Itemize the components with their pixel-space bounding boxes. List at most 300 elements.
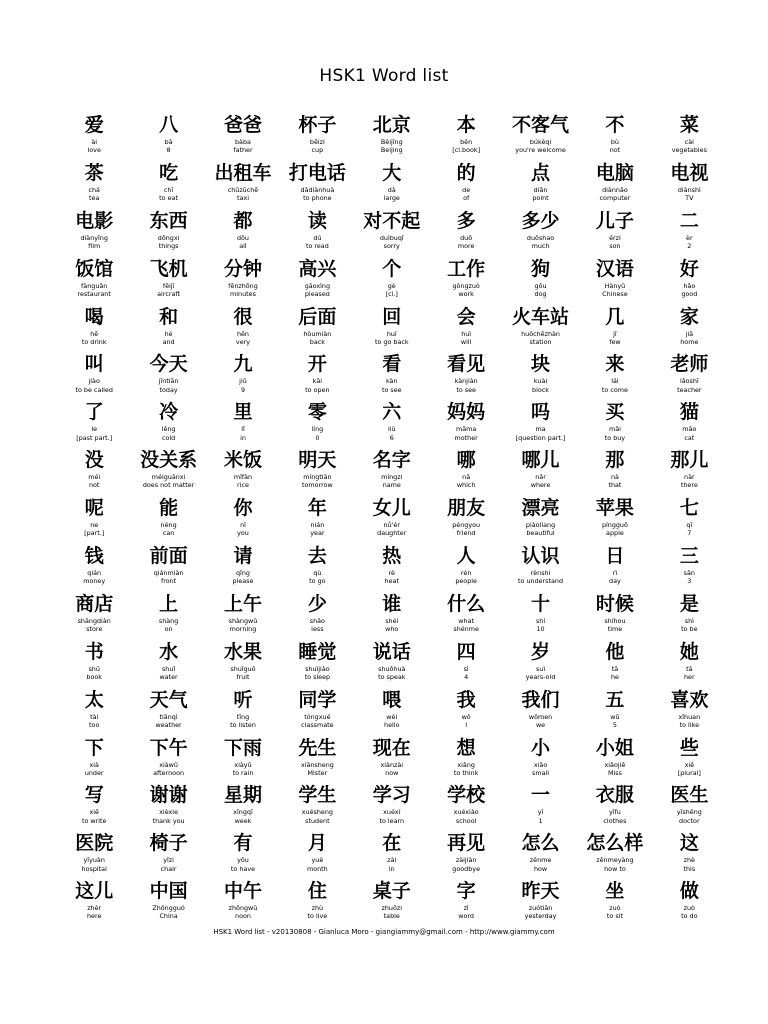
word-pinyin: kàn [385,377,398,386]
word-hanzi: 时候 [595,592,634,615]
word-pinyin: búkèqi [529,138,552,146]
word-hanzi: 后面 [298,305,337,328]
word-entry [355,256,429,304]
word-pinyin: rì [612,569,618,578]
word-hanzi: 七 [679,497,699,520]
word-hanzi: 少 [307,592,327,615]
word-entry [652,687,726,735]
word-hanzi: 日 [605,545,625,568]
word-english: hello [384,720,400,729]
word-english: afternoon [153,768,185,777]
word-english: where [530,481,551,490]
word-hanzi: 回 [382,305,402,328]
word-hanzi: 冷 [159,401,179,424]
word-entry [280,351,354,399]
word-pinyin: māma [456,425,477,434]
word-english: word [458,912,474,921]
word-hanzi: 汉语 [595,257,634,280]
word-entry [131,735,205,783]
word-english: 6 [389,433,394,442]
word-english: who [385,625,399,634]
word-hanzi: 一 [531,784,551,807]
word-hanzi: 点 [531,161,551,184]
word-hanzi: 几 [605,305,625,328]
word-english: money [83,577,106,586]
word-pinyin: liù [387,425,396,434]
word-pinyin: kāi [312,377,323,386]
word-english: fruit [236,673,250,681]
word-english: to listen [230,720,256,729]
word-pinyin: gè [387,281,396,290]
word-pinyin: zhù [311,904,324,913]
word-english: father [233,146,253,155]
word-hanzi: 先生 [298,736,337,759]
word-pinyin: jīntiān [158,377,179,386]
word-english: son [609,241,621,250]
word-entry [652,399,726,447]
word-entry [355,447,429,495]
word-entry [57,304,131,352]
word-hanzi: 会 [456,305,476,328]
word-pinyin: tā [686,664,693,673]
word-pinyin: líng [311,425,324,434]
word-entry [578,543,652,591]
word-english: table [383,912,400,921]
word-entry [131,543,205,591]
word-hanzi: 没 [84,449,104,472]
word-hanzi: 哪 [456,449,476,472]
word-hanzi: 和 [159,305,179,328]
word-pinyin: shǎo [309,616,325,625]
word-english: all [239,241,247,250]
word-entry [280,878,354,926]
word-hanzi: 狗 [531,257,551,280]
word-pinyin: chūzūchē [227,185,259,194]
word-hanzi: 衣服 [595,784,634,807]
word-entry [206,351,280,399]
word-english: school [455,816,477,825]
word-pinyin: néng [160,521,177,530]
word-pinyin: Hànyǔ [604,281,626,290]
word-entry [280,160,354,208]
word-pinyin: māo [682,425,697,434]
word-entry [57,208,131,256]
word-entry [206,256,280,304]
word-english: not [88,481,100,490]
word-pinyin: shuōhuà [378,664,406,673]
word-english: 10 [536,625,545,634]
word-english: tea [89,194,100,203]
word-english: friend [456,529,476,538]
word-entry [503,495,577,543]
word-pinyin: le [91,425,98,434]
word-hanzi: 妈妈 [447,401,486,424]
word-pinyin: yǒu [237,856,249,865]
word-hanzi: 听 [233,688,253,711]
word-pinyin: jiào [88,377,100,386]
word-entry [131,447,205,495]
word-english: Mister [307,768,328,777]
word-hanzi: 天气 [149,688,188,711]
word-english: Chinese [602,289,628,298]
word-hanzi: 看见 [447,353,486,376]
word-english: week [234,816,252,825]
word-entry [578,304,652,352]
word-english: to read [305,241,329,250]
word-entry [652,735,726,783]
word-entry [503,543,577,591]
word-english: to be called [75,385,113,394]
word-hanzi: 去 [307,545,327,568]
word-english: minutes [230,289,256,298]
word-pinyin: shàng [158,616,179,625]
word-english: sorry [383,241,400,250]
word-pinyin: míngzi [381,473,403,482]
word-hanzi: 高兴 [298,257,337,280]
word-pinyin: shàngwǔ [228,616,258,625]
word-english: China [159,912,178,921]
word-entry [131,495,205,543]
word-english: teacher [677,385,702,394]
word-hanzi: 火车站 [512,305,570,328]
word-pinyin: diànyǐng [80,233,108,242]
word-pinyin: yīshēng [676,808,702,817]
word-pinyin: zhuōzi [381,904,402,913]
word-entry [652,160,726,208]
word-english: goodbye [452,864,480,873]
word-hanzi: 医院 [75,832,114,855]
word-hanzi: 前面 [149,545,188,568]
word-pinyin: xiě [89,808,99,817]
word-english: 1 [538,816,543,825]
word-entry [652,830,726,878]
word-entry [57,160,131,208]
word-hanzi: 都 [233,209,253,232]
word-entry [131,591,205,639]
word-english: on [164,625,173,634]
word-english: shénme [453,625,479,634]
word-entry [131,208,205,256]
word-pinyin: yīfu [609,808,621,817]
word-hanzi: 我 [456,688,476,711]
word-entry [131,830,205,878]
word-english: in [240,433,246,442]
word-hanzi: 里 [233,401,253,424]
word-hanzi: 人 [456,545,476,568]
word-entry [355,735,429,783]
word-pinyin: qù [313,569,322,578]
word-entry [652,112,726,160]
word-hanzi: 呢 [84,497,104,520]
word-english: very [235,337,251,346]
word-hanzi: 三 [679,545,699,568]
word-english: large [383,194,400,203]
word-hanzi: 椅子 [149,832,188,855]
word-hanzi: 四 [456,640,476,663]
word-english: name [382,481,401,490]
word-pinyin: yīyuàn [83,856,105,865]
word-entry [652,591,726,639]
word-english: of [463,194,470,203]
word-hanzi: 爱 [84,114,104,136]
word-entry [57,447,131,495]
word-english: few [609,337,621,346]
word-entry [578,639,652,687]
word-hanzi: 请 [233,545,253,568]
word-entry [652,495,726,543]
word-pinyin: dōngxi [157,233,180,242]
word-english: 2 [687,241,692,250]
word-entry [503,735,577,783]
word-pinyin: zuótiān [528,904,553,913]
word-english: good [681,289,698,298]
word-hanzi: 明天 [298,449,337,472]
word-entry [280,543,354,591]
word-pinyin: sì [463,664,469,673]
word-pinyin: sān [683,569,695,578]
word-english: under [84,768,104,777]
word-english: to open [305,385,330,394]
word-hanzi: 昨天 [521,880,560,903]
word-entry [578,351,652,399]
word-english: year [310,529,325,538]
word-english: Miss [607,768,622,777]
word-hanzi: 太 [84,688,104,711]
word-pinyin: what [458,616,474,625]
word-entry [131,878,205,926]
word-english: month [306,864,328,873]
word-hanzi: 谁 [382,592,402,615]
word-entry [206,447,280,495]
word-english: store [86,625,103,634]
word-pinyin: shéi [385,616,399,625]
word-entry [131,687,205,735]
word-english: small [532,768,550,777]
word-hanzi: 同学 [298,688,337,711]
word-english: time [607,625,623,634]
word-pinyin: xiànzài [380,760,404,769]
word-english: this [683,864,696,873]
word-entry [578,256,652,304]
word-pinyin: fànguǎn [81,281,108,290]
word-hanzi: 饭馆 [75,257,114,280]
word-entry [578,447,652,495]
word-english: does not matter [142,481,195,490]
word-entry [355,830,429,878]
word-hanzi: 多 [456,209,476,232]
word-hanzi: 学生 [298,784,337,807]
word-entry [429,782,503,830]
word-pinyin: nǚ'ér [383,521,400,530]
word-english: film [88,241,101,250]
word-pinyin: yǐzi [163,856,174,865]
word-hanzi: 那 [605,449,625,472]
word-hanzi: 米饭 [223,449,262,472]
word-entry [280,256,354,304]
word-pinyin: nǎ [462,473,471,482]
word-english: how [533,864,548,873]
word-hanzi: 商店 [75,592,114,615]
word-hanzi: 中国 [149,880,188,903]
word-english: will [460,337,472,346]
word-entry [280,495,354,543]
word-entry [131,639,205,687]
word-pinyin: lěng [161,425,176,434]
word-hanzi: 多少 [521,209,560,232]
word-pinyin: mǎi [608,425,621,434]
word-entry [578,160,652,208]
word-english: water [159,673,178,681]
word-pinyin: dà [387,185,396,194]
word-hanzi: 住 [307,880,327,903]
word-entry [355,351,429,399]
word-pinyin: nà [610,473,619,482]
word-pinyin: zài [387,856,397,865]
word-entry [429,351,503,399]
word-hanzi: 怎么样 [586,832,644,855]
word-hanzi: 写 [84,784,104,807]
word-entry [503,782,577,830]
word-english: to be [681,625,698,634]
word-hanzi: 大 [382,161,402,184]
word-english: [past part.] [76,433,113,442]
word-english: [cl.] [385,289,398,298]
word-hanzi: 朋友 [447,497,486,520]
word-pinyin: zàijiàn [455,856,477,865]
word-pinyin: zuò [683,904,695,913]
word-pinyin: Zhōngguó [152,904,185,913]
word-pinyin: duō [460,233,473,242]
word-pinyin: de [462,185,471,194]
word-english: to come [601,385,628,394]
word-pinyin: shí [535,616,546,625]
word-pinyin: dú [313,233,322,242]
word-pinyin: zhèr [87,904,102,913]
word-english: you're welcome [515,146,566,155]
word-entry [503,830,577,878]
word-entry [355,112,429,160]
word-hanzi: 年 [307,497,327,520]
word-entry [57,830,131,878]
word-pinyin: tā [611,664,619,673]
word-hanzi: 她 [679,640,699,663]
word-english: to rain [232,768,254,777]
word-hanzi: 月 [307,832,327,855]
word-pinyin: kànjiàn [454,377,478,386]
word-pinyin: xiānsheng [300,760,334,769]
word-english: in [388,864,395,873]
word-entry [578,687,652,735]
word-pinyin: gǒu [534,281,547,290]
word-entry [578,591,652,639]
word-entry [503,351,577,399]
word-pinyin: zěnmeyàng [596,856,634,865]
word-hanzi: 出租车 [214,161,272,184]
word-entry [206,735,280,783]
word-pinyin: huí [386,329,397,338]
word-english: to drink [81,337,107,346]
word-entry [206,208,280,256]
word-english: love [87,146,101,155]
word-pinyin: hǎo [683,281,696,290]
word-pinyin: zì [463,904,469,913]
word-entry [206,782,280,830]
word-hanzi: 想 [456,736,476,759]
word-pinyin: xīngqī [233,808,253,817]
word-hanzi: 你 [233,497,253,520]
word-hanzi: 不 [605,114,625,136]
word-pinyin: mǐfàn [233,473,253,482]
word-english: years-old [525,673,556,681]
word-english: there [680,481,698,490]
word-pinyin: yī [537,808,544,817]
word-entry [280,830,354,878]
word-pinyin: fēijī [162,281,175,290]
word-hanzi: 钱 [84,545,104,568]
word-pinyin: kuài [533,377,548,386]
word-entry [578,735,652,783]
word-pinyin: xiǎo [533,760,548,769]
word-pinyin: shāngdiàn [77,616,111,625]
word-entry [280,399,354,447]
word-hanzi: 现在 [372,736,411,759]
word-english: that [608,481,622,490]
word-hanzi: 水 [159,640,179,663]
word-entry [355,495,429,543]
word-hanzi: 小 [531,736,551,759]
word-entry [280,687,354,735]
word-english: to learn [379,816,405,825]
word-english: apple [606,529,624,538]
word-hanzi: 老师 [670,353,709,376]
word-entry [503,639,577,687]
word-hanzi: 女儿 [372,497,411,520]
word-pinyin: qī [686,521,693,530]
word-pinyin: piàoliang [525,521,556,530]
word-hanzi: 块 [531,353,551,376]
word-entry [429,735,503,783]
word-english: to do [681,912,698,921]
word-english: to see [381,385,402,394]
word-english: daughter [377,529,407,538]
word-english: home [680,337,699,346]
word-hanzi: 工作 [447,257,486,280]
word-entry [355,160,429,208]
word-entry [280,447,354,495]
word-entry [206,639,280,687]
word-pinyin: diǎn [533,185,548,194]
word-english: to think [453,768,479,777]
word-english: not [609,146,621,155]
word-pinyin: duìbuqǐ [379,233,404,242]
word-entry [429,495,503,543]
word-hanzi: 他 [605,640,625,663]
word-entry [355,543,429,591]
word-entry [578,782,652,830]
word-entry [355,782,429,830]
word-hanzi: 字 [456,880,476,903]
word-pinyin: xià [89,760,99,769]
word-pinyin: xuéxiào [453,808,479,817]
word-pinyin: tài [90,712,99,721]
word-english: 7 [687,529,692,538]
word-pinyin: dōu [236,233,249,242]
word-entry [429,256,503,304]
word-hanzi: 来 [605,353,625,376]
word-entry [206,878,280,926]
page-title: HSK1 Word list [319,66,449,86]
word-entry [429,399,503,447]
